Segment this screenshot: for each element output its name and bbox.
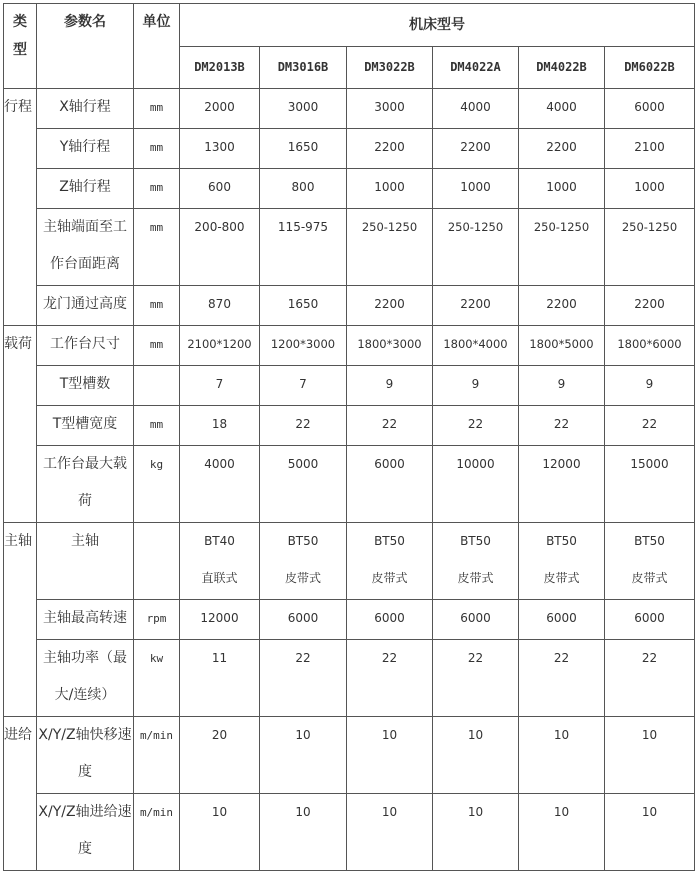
value-line: 10 bbox=[211, 805, 228, 819]
value-line: 2200 bbox=[546, 140, 577, 154]
value-line: 10 bbox=[381, 728, 398, 742]
value-cell bbox=[519, 286, 605, 326]
value-line: 22 bbox=[553, 417, 570, 431]
table-row bbox=[4, 523, 695, 600]
value-line: 6000 bbox=[287, 611, 319, 625]
value-cell bbox=[433, 169, 519, 209]
param-name-line: 龙门通过高度 bbox=[43, 296, 127, 312]
param-name bbox=[37, 209, 134, 286]
value-line: 15000 bbox=[630, 457, 669, 471]
value-cell bbox=[180, 446, 260, 523]
value-line: 2200 bbox=[460, 297, 491, 311]
unit-cell: mm bbox=[134, 129, 180, 169]
param-name-line: 主轴 bbox=[71, 533, 99, 549]
value-cell bbox=[260, 366, 347, 406]
value-cell bbox=[180, 89, 260, 129]
value-line: 800 bbox=[291, 180, 315, 194]
value-line: BT40 bbox=[204, 534, 235, 548]
value-line: 6000 bbox=[634, 611, 665, 625]
value-line: 1800*5000 bbox=[529, 337, 594, 351]
value-line: 10 bbox=[641, 728, 658, 742]
model-header-cell: DM3022B bbox=[347, 47, 433, 89]
value-cell bbox=[260, 286, 347, 326]
value-line: 皮带式 bbox=[457, 571, 494, 585]
value-cell bbox=[519, 129, 605, 169]
param-name-line: T型槽数 bbox=[59, 376, 111, 392]
param-name bbox=[37, 446, 134, 523]
model-header-cell: DM4022B bbox=[519, 47, 605, 89]
value-cell bbox=[180, 406, 260, 446]
type-header bbox=[4, 4, 37, 89]
value-cell bbox=[519, 717, 605, 794]
value-line: 2200 bbox=[374, 140, 405, 154]
value-line: 直联式 bbox=[201, 571, 238, 585]
unit-cell: m/min bbox=[134, 717, 180, 794]
value-cell bbox=[519, 406, 605, 446]
value-cell bbox=[347, 169, 433, 209]
value-cell bbox=[605, 366, 695, 406]
value-cell bbox=[519, 89, 605, 129]
param-name bbox=[37, 794, 134, 871]
value-cell bbox=[605, 169, 695, 209]
table-row bbox=[4, 366, 695, 406]
value-line: BT50 bbox=[546, 534, 577, 548]
value-line: 10 bbox=[295, 728, 311, 742]
value-cell bbox=[180, 794, 260, 871]
value-line: 10 bbox=[381, 805, 398, 819]
unit-cell: kw bbox=[134, 640, 180, 717]
value-line: 皮带式 bbox=[543, 571, 580, 585]
unit-cell: mm bbox=[134, 169, 180, 209]
value-cell bbox=[260, 794, 347, 871]
value-line: BT50 bbox=[634, 534, 665, 548]
value-line: BT50 bbox=[374, 534, 405, 548]
value-cell bbox=[433, 326, 519, 366]
param-name-line: 荷 bbox=[78, 493, 92, 509]
value-cell bbox=[605, 523, 695, 600]
value-cell bbox=[433, 286, 519, 326]
param-name-line: X轴行程 bbox=[59, 99, 111, 115]
value-line: 7 bbox=[299, 377, 307, 391]
param-name bbox=[37, 169, 134, 209]
value-cell bbox=[180, 366, 260, 406]
value-line: BT50 bbox=[460, 534, 491, 548]
value-cell bbox=[519, 326, 605, 366]
param-name-line: X/Y/Z轴快移速 bbox=[38, 727, 132, 743]
param-name-line: T型槽宽度 bbox=[52, 416, 118, 432]
value-cell bbox=[180, 640, 260, 717]
value-cell bbox=[605, 209, 695, 286]
value-line: 2200 bbox=[634, 297, 665, 311]
param-name bbox=[37, 523, 134, 600]
table-row bbox=[4, 209, 695, 286]
value-cell bbox=[433, 523, 519, 600]
value-cell bbox=[260, 326, 347, 366]
param-name-line: Y轴行程 bbox=[59, 139, 111, 155]
param-name bbox=[37, 600, 134, 640]
value-line: 2100*1200 bbox=[187, 337, 252, 351]
value-cell bbox=[347, 523, 433, 600]
value-cell bbox=[433, 406, 519, 446]
value-cell bbox=[605, 129, 695, 169]
unit-cell: mm bbox=[134, 209, 180, 286]
group-label: 主轴 bbox=[4, 523, 37, 717]
value-line: 22 bbox=[381, 651, 398, 665]
param-name-line: 工作台最大载 bbox=[43, 456, 127, 472]
value-line: 1800*3000 bbox=[357, 337, 422, 351]
value-cell bbox=[519, 523, 605, 600]
value-line: 22 bbox=[467, 651, 484, 665]
group-label: 进给 bbox=[4, 717, 37, 871]
table-row bbox=[4, 326, 695, 366]
value-line: 22 bbox=[467, 417, 484, 431]
value-cell bbox=[180, 129, 260, 169]
value-cell bbox=[605, 640, 695, 717]
value-cell bbox=[605, 446, 695, 523]
param-name bbox=[37, 129, 134, 169]
value-cell bbox=[347, 717, 433, 794]
value-cell bbox=[519, 640, 605, 717]
value-line: 6000 bbox=[460, 611, 491, 625]
param-name-line: 主轴功率（最 bbox=[43, 650, 127, 666]
value-cell bbox=[433, 446, 519, 523]
value-line: 6000 bbox=[374, 457, 405, 471]
value-line: 250-1250 bbox=[621, 220, 678, 234]
value-cell bbox=[347, 600, 433, 640]
value-line: 12000 bbox=[542, 457, 581, 471]
value-cell bbox=[347, 129, 433, 169]
value-line: 9 bbox=[557, 377, 566, 391]
param-name-line: Z轴行程 bbox=[59, 179, 111, 195]
value-line: 2200 bbox=[374, 297, 405, 311]
param-name bbox=[37, 326, 134, 366]
value-cell bbox=[433, 129, 519, 169]
value-cell bbox=[260, 523, 347, 600]
value-line: 11 bbox=[211, 651, 228, 665]
param-name-line: 主轴最高转速 bbox=[43, 610, 127, 626]
value-line: 22 bbox=[553, 651, 570, 665]
value-line: 18 bbox=[211, 417, 228, 431]
value-cell bbox=[433, 366, 519, 406]
value-line: 250-1250 bbox=[533, 220, 590, 234]
type-header-char-1: 类 bbox=[13, 14, 27, 30]
value-line: 250-1250 bbox=[361, 220, 418, 234]
value-cell bbox=[180, 209, 260, 286]
table-row bbox=[4, 640, 695, 717]
value-cell bbox=[347, 326, 433, 366]
value-line: 250-1250 bbox=[447, 220, 504, 234]
value-line: 10000 bbox=[456, 457, 495, 471]
table-row bbox=[4, 89, 695, 129]
unit-cell: mm bbox=[134, 286, 180, 326]
model-header-cell: DM4022A bbox=[433, 47, 519, 89]
value-line: 10 bbox=[295, 805, 311, 819]
value-cell bbox=[433, 717, 519, 794]
table-row bbox=[4, 717, 695, 794]
value-line: 10 bbox=[553, 728, 570, 742]
table-body bbox=[4, 4, 695, 871]
param-name-line: 主轴端面至工 bbox=[43, 219, 127, 235]
value-cell bbox=[180, 717, 260, 794]
value-cell bbox=[347, 406, 433, 446]
param-name-line: 作台面距离 bbox=[50, 256, 120, 272]
value-cell bbox=[260, 406, 347, 446]
model-group-header: 机床型号 bbox=[180, 4, 695, 47]
value-line: 皮带式 bbox=[284, 571, 321, 585]
value-line: 10 bbox=[467, 805, 484, 819]
value-line: 22 bbox=[641, 651, 658, 665]
value-cell bbox=[519, 446, 605, 523]
value-cell bbox=[347, 640, 433, 717]
value-line: 1000 bbox=[634, 180, 665, 194]
value-line: 7 bbox=[215, 377, 224, 391]
value-cell bbox=[605, 326, 695, 366]
value-line: 1650 bbox=[287, 297, 319, 311]
value-line: 22 bbox=[641, 417, 658, 431]
value-line: 1300 bbox=[204, 140, 235, 154]
value-cell bbox=[347, 89, 433, 129]
param-name bbox=[37, 89, 134, 129]
group-label: 行程 bbox=[4, 89, 37, 326]
value-line: 3000 bbox=[287, 100, 319, 114]
value-cell bbox=[433, 640, 519, 717]
value-cell bbox=[260, 89, 347, 129]
unit-cell bbox=[134, 366, 180, 406]
value-line: 1800*4000 bbox=[443, 337, 508, 351]
value-line: 3000 bbox=[374, 100, 405, 114]
model-header-cell: DM2013B bbox=[180, 47, 260, 89]
unit-cell bbox=[134, 523, 180, 600]
table-row bbox=[4, 406, 695, 446]
value-cell bbox=[519, 209, 605, 286]
value-cell bbox=[260, 600, 347, 640]
value-line: 22 bbox=[381, 417, 398, 431]
value-cell bbox=[433, 89, 519, 129]
value-cell bbox=[180, 169, 260, 209]
table-row bbox=[4, 794, 695, 871]
value-line: 皮带式 bbox=[631, 571, 668, 585]
value-cell bbox=[347, 794, 433, 871]
value-line: 115-975 bbox=[277, 220, 329, 234]
value-line: 4000 bbox=[460, 100, 491, 114]
table-row bbox=[4, 446, 695, 523]
value-line: 1200*3000 bbox=[270, 337, 336, 351]
value-cell bbox=[433, 600, 519, 640]
value-cell bbox=[519, 169, 605, 209]
value-cell bbox=[519, 366, 605, 406]
type-header-char-2: 型 bbox=[13, 42, 27, 58]
header-row bbox=[4, 4, 695, 47]
value-line: 22 bbox=[295, 417, 311, 431]
unit-header: 单位 bbox=[134, 4, 180, 89]
value-cell bbox=[180, 286, 260, 326]
value-line: 4000 bbox=[204, 457, 235, 471]
value-cell bbox=[347, 366, 433, 406]
param-name bbox=[37, 286, 134, 326]
value-line: 6000 bbox=[634, 100, 665, 114]
value-line: 22 bbox=[295, 651, 311, 665]
value-cell bbox=[180, 326, 260, 366]
value-line: 1650 bbox=[287, 140, 319, 154]
value-line: 5000 bbox=[287, 457, 319, 471]
value-cell bbox=[605, 717, 695, 794]
param-name-line: X/Y/Z轴进给速 bbox=[38, 804, 132, 820]
value-line: 870 bbox=[208, 297, 231, 311]
value-line: 2000 bbox=[204, 100, 235, 114]
value-line: 1000 bbox=[374, 180, 405, 194]
value-cell bbox=[519, 794, 605, 871]
value-cell bbox=[260, 717, 347, 794]
value-cell bbox=[260, 446, 347, 523]
value-cell bbox=[347, 209, 433, 286]
value-line: 2200 bbox=[546, 297, 577, 311]
value-cell bbox=[605, 600, 695, 640]
value-line: 1800*6000 bbox=[617, 337, 682, 351]
value-line: 4000 bbox=[546, 100, 577, 114]
value-line: 6000 bbox=[546, 611, 577, 625]
value-line: 9 bbox=[385, 377, 394, 391]
value-cell bbox=[260, 209, 347, 286]
value-line: 200-800 bbox=[194, 220, 245, 234]
param-header: 参数名 bbox=[37, 4, 134, 89]
model-header-cell: DM3016B bbox=[260, 47, 347, 89]
spec-table bbox=[3, 3, 695, 871]
table-row bbox=[4, 169, 695, 209]
unit-cell: kg bbox=[134, 446, 180, 523]
value-line: 600 bbox=[208, 180, 231, 194]
value-line: 10 bbox=[641, 805, 658, 819]
param-name-line: 大/连续） bbox=[54, 687, 116, 703]
param-name-line: 度 bbox=[78, 841, 92, 857]
value-cell bbox=[260, 129, 347, 169]
value-line: 1000 bbox=[460, 180, 491, 194]
value-cell bbox=[260, 640, 347, 717]
value-cell bbox=[260, 169, 347, 209]
table-row bbox=[4, 129, 695, 169]
model-header-cell: DM6022B bbox=[605, 47, 695, 89]
value-cell bbox=[605, 406, 695, 446]
group-label: 载荷 bbox=[4, 326, 37, 523]
value-cell bbox=[347, 446, 433, 523]
value-cell bbox=[605, 89, 695, 129]
value-cell bbox=[519, 600, 605, 640]
value-line: 2100 bbox=[634, 140, 665, 154]
unit-cell: mm bbox=[134, 89, 180, 129]
param-name bbox=[37, 406, 134, 446]
value-line: 2200 bbox=[460, 140, 491, 154]
value-cell bbox=[605, 286, 695, 326]
value-line: 9 bbox=[645, 377, 654, 391]
table-row bbox=[4, 286, 695, 326]
param-name-line: 工作台尺寸 bbox=[50, 336, 120, 352]
value-cell bbox=[180, 523, 260, 600]
value-line: 20 bbox=[211, 728, 228, 742]
unit-cell: mm bbox=[134, 326, 180, 366]
value-line: 9 bbox=[471, 377, 480, 391]
value-cell bbox=[605, 794, 695, 871]
value-cell bbox=[433, 209, 519, 286]
param-name bbox=[37, 717, 134, 794]
unit-cell: m/min bbox=[134, 794, 180, 871]
unit-cell: rpm bbox=[134, 600, 180, 640]
param-name-line: 度 bbox=[78, 764, 92, 780]
value-line: 6000 bbox=[374, 611, 405, 625]
unit-cell: mm bbox=[134, 406, 180, 446]
value-line: 10 bbox=[553, 805, 570, 819]
value-cell bbox=[433, 794, 519, 871]
param-name bbox=[37, 366, 134, 406]
table-row bbox=[4, 600, 695, 640]
value-cell bbox=[180, 600, 260, 640]
value-line: 皮带式 bbox=[371, 571, 408, 585]
value-line: 10 bbox=[467, 728, 484, 742]
param-name bbox=[37, 640, 134, 717]
value-line: 12000 bbox=[200, 611, 239, 625]
value-cell bbox=[347, 286, 433, 326]
value-line: 1000 bbox=[546, 180, 577, 194]
value-line: BT50 bbox=[287, 534, 319, 548]
